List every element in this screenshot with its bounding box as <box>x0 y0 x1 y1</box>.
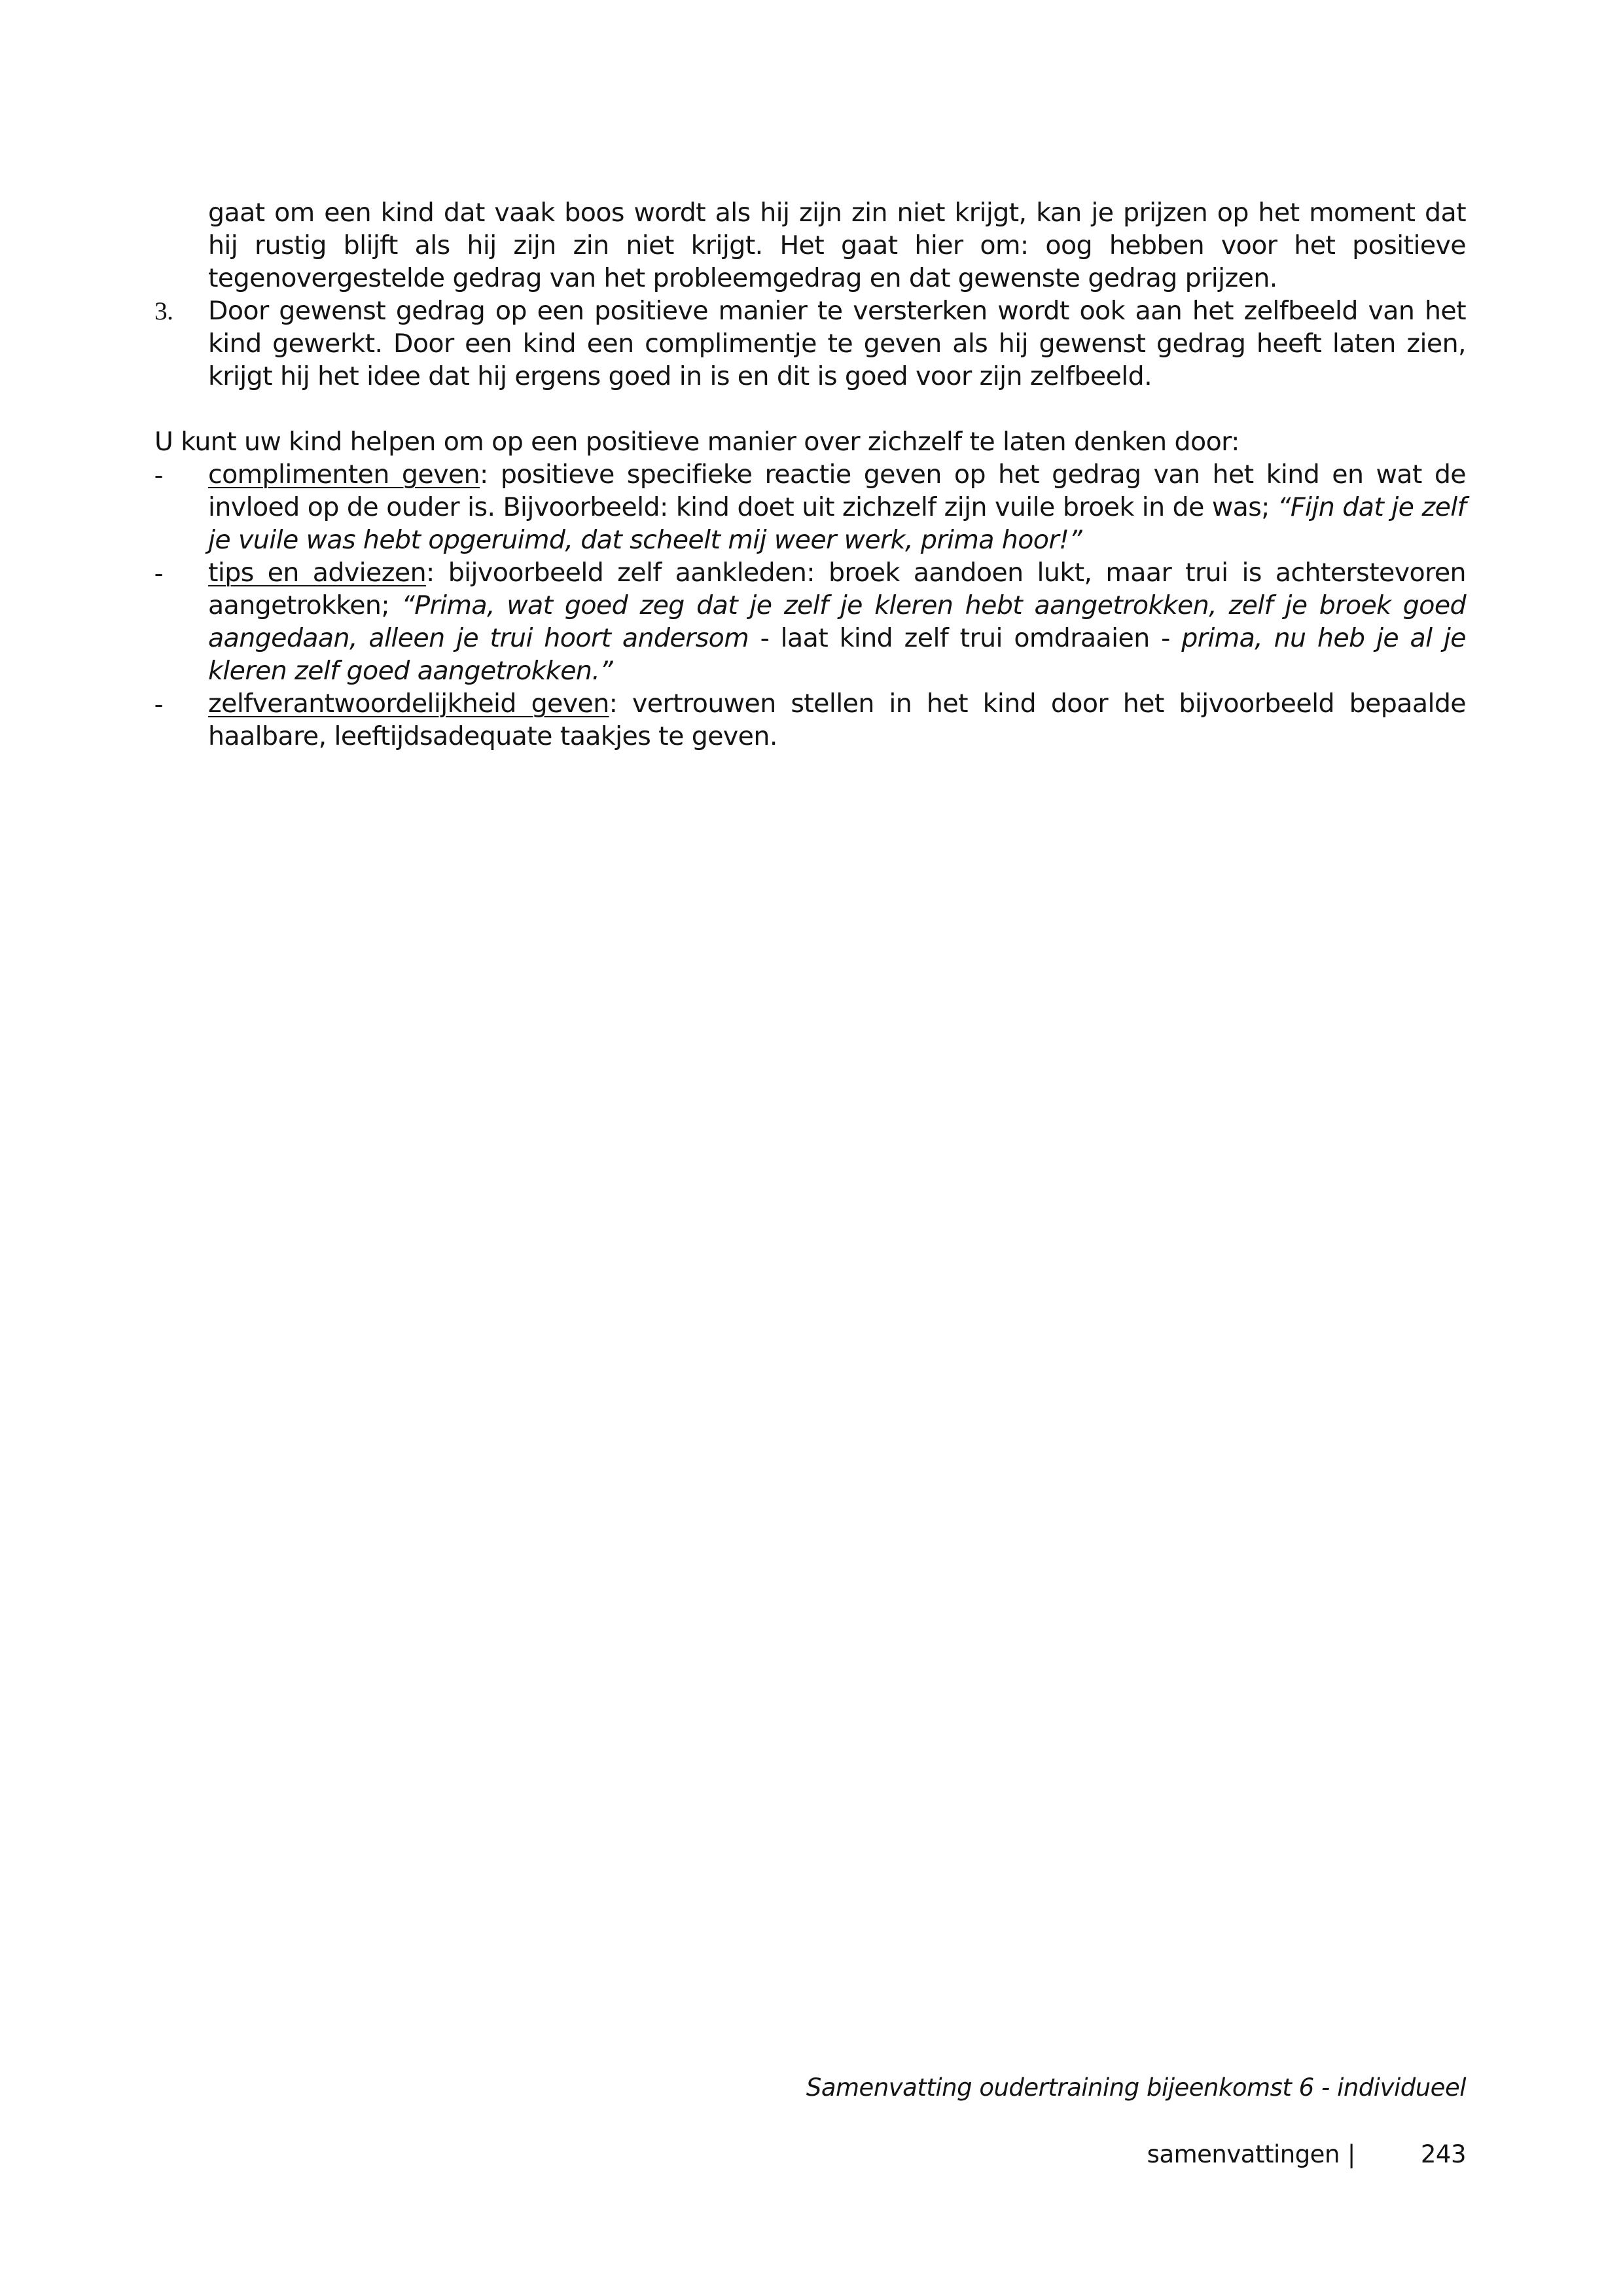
bullet-text: : positieve specifieke reactie geven op het gedrag van het kind en wat de invloed op de ouder is. Bijvoorbeeld: kind doet uit zichzelf zijn vuile broek in de was; <box>208 459 1466 522</box>
item-number: 3. <box>154 296 173 325</box>
bullet-marker: - <box>154 460 163 489</box>
bullet-quote: “Fijn dat je zelf je vuile was hebt opgeruimd, dat scheelt mij weer werk, prima hoor!” <box>208 492 1466 555</box>
bullet-quote: “Prima, wat goed zeg dat je zelf je kleren hebt aangetrokken, zelf je broek goed aangedaan, alleen je trui hoort andersom <box>208 590 1466 653</box>
bullet-tips <box>154 556 1466 687</box>
bullet-quote-end: prima, nu heb je al je kleren zelf goed aangetrokken.” <box>208 623 1466 686</box>
bullet-term: complimenten geven <box>208 459 480 490</box>
bullet-marker: - <box>154 689 163 718</box>
bullet-compliments <box>154 458 1466 556</box>
bullet-middle: - laat kind zelf trui omdraaien - <box>749 623 1182 653</box>
bullet-text: : vertrouwen stellen in het kind door het bijvoorbeeld bepaalde haalbare, leeftijdsadequate taakjes te geven. <box>208 689 1466 751</box>
footer-title: Samenvatting oudertraining bijeenkomst 6 - individueel <box>806 2073 1466 2102</box>
footer-section: samenvattingen <box>1147 2140 1340 2168</box>
page-number: 243 <box>1420 2140 1466 2168</box>
bullet-text: : bijvoorbeeld zelf aankleden: broek aandoen lukt, maar trui is achterstevoren aangetrokken; <box>208 558 1466 620</box>
footer-line <box>1147 2140 1466 2168</box>
continuation-paragraph: gaat om een kind dat vaak boos wordt als hij zijn zin niet krijgt, kan je prijzen op het moment dat hij rustig blijft als hij zijn zin niet krijgt. Het gaat hier om: oog hebben voor het positieve tegenovergestelde gedrag van het probleemgedrag en dat gewenste gedrag prijzen. <box>208 198 1466 293</box>
bullet-term: tips en adviezen <box>208 558 427 588</box>
item-text: Door gewenst gedrag op een positieve manier te versterken wordt ook aan het zelfbeeld van het kind gewerkt. Door een kind een complimentje te geven als hij gewenst gedrag heeft laten zien, krijgt hij het idee dat hij ergens goed in is en dit is goed voor zijn zelfbeeld. <box>208 296 1466 391</box>
bullet-responsibility <box>154 687 1466 753</box>
bullet-term: zelfverantwoordelijkheid geven <box>208 689 609 719</box>
bullet-marker: - <box>154 558 163 587</box>
intro-sentence: U kunt uw kind helpen om op een positieve manier over zichzelf te laten denken door: <box>154 427 1240 457</box>
numbered-item-3 <box>154 295 1466 393</box>
footer-separator: | <box>1347 2140 1355 2168</box>
page-body <box>154 196 1466 753</box>
